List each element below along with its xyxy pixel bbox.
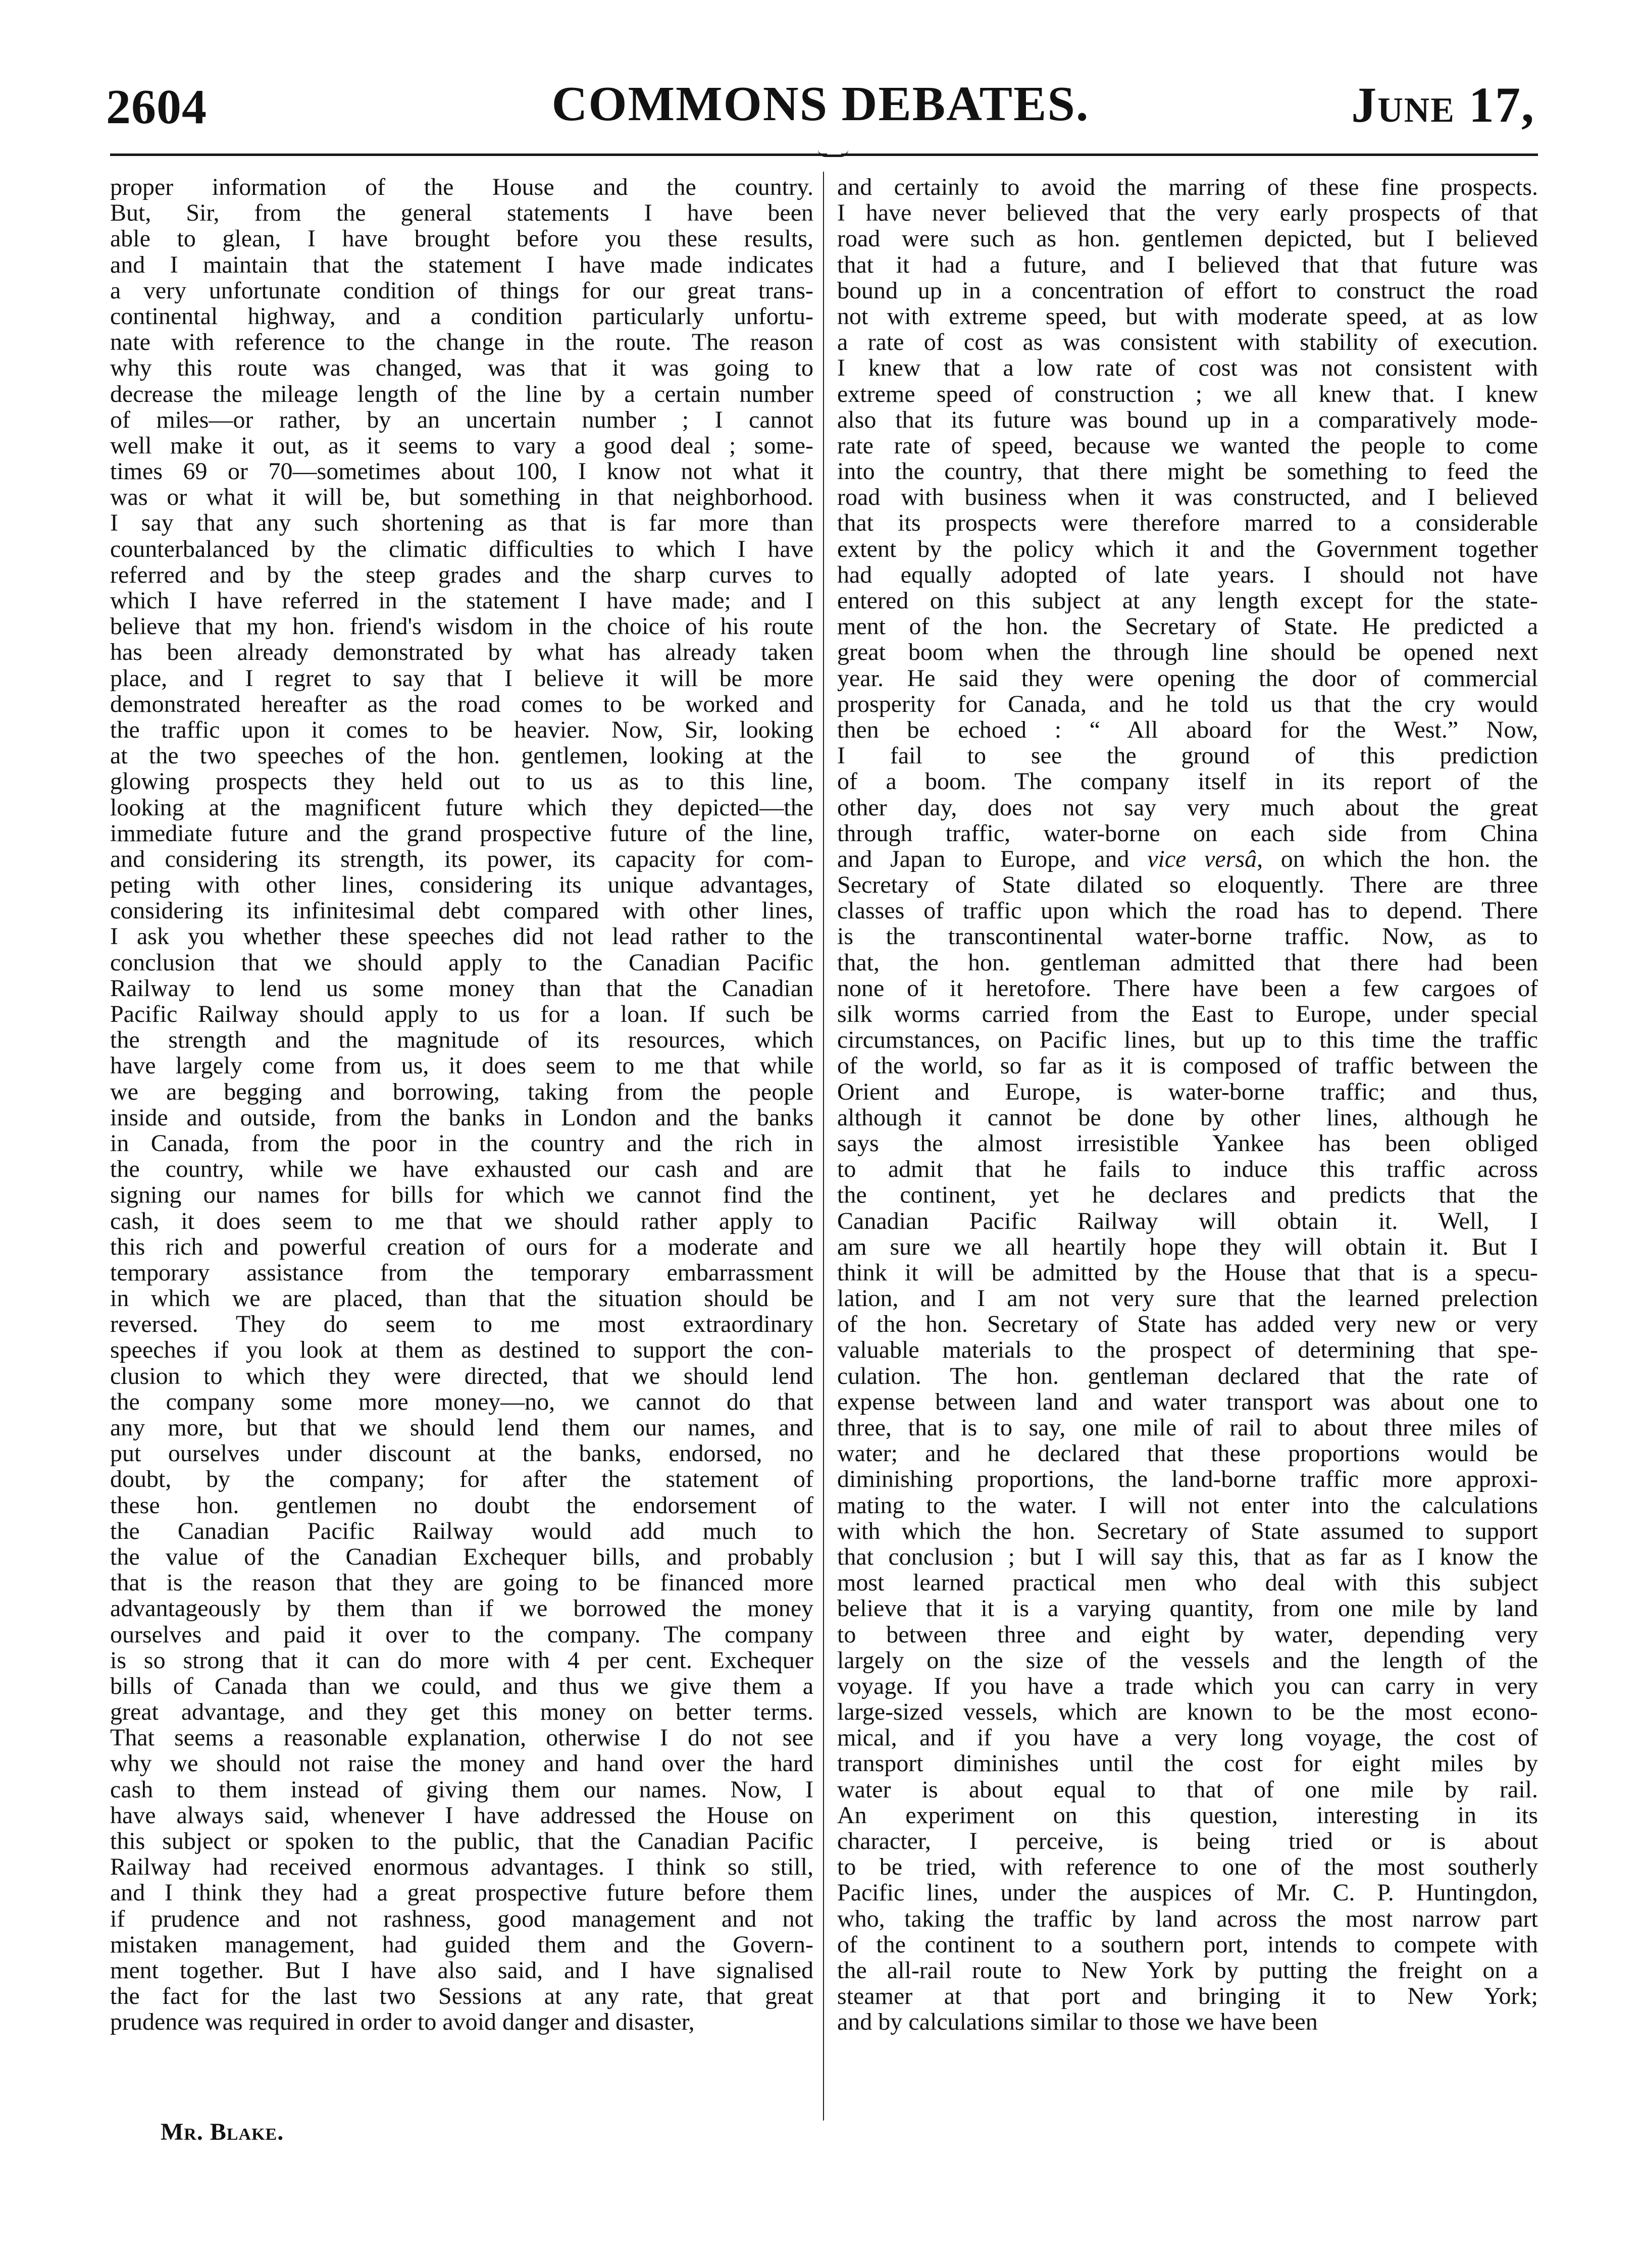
text-line: with which the hon. Secretary of State assumed to support xyxy=(837,1518,1538,1544)
text-line: diminishing proportions, the land-borne traffic more approxi- xyxy=(837,1466,1538,1492)
text-line: referred and by the steep grades and the sharp curves to xyxy=(110,561,813,588)
text-line: in which we are placed, than that the situation should be xyxy=(110,1285,813,1312)
text-line: Orient and Europe, is water-borne traffic; and thus, xyxy=(837,1078,1538,1105)
text-line: was or what it will be, but something in that neighborhood. xyxy=(110,484,813,510)
text-line: think it will be admitted by the House that that is a specu- xyxy=(837,1259,1538,1286)
text-line: Pacific Railway should apply to us for a loan. If such be xyxy=(110,1001,813,1027)
text-line: the continent, yet he declares and predicts that the xyxy=(837,1182,1538,1208)
text-line: of the hon. Secretary of State has added very new or very xyxy=(837,1311,1538,1337)
text-line: inside and outside, from the banks in London and the banks xyxy=(110,1104,813,1130)
text-line: lation, and I am not very sure that the learned prelection xyxy=(837,1285,1538,1312)
text-line: signing our names for bills for which we cannot find the xyxy=(110,1182,813,1208)
text-line: entered on this subject at any length except for the state- xyxy=(837,588,1538,614)
text-line: why we should not raise the money and hand over the hard xyxy=(110,1750,813,1777)
text-line: conclusion that we should apply to the Canadian Pacific xyxy=(110,949,813,975)
text-line: this subject or spoken to the public, that the Canadian Pacific xyxy=(110,1828,813,1854)
text-line: I say that any such shortening as that is far more than xyxy=(110,510,813,536)
text-line: who, taking the traffic by land across the most narrow part xyxy=(837,1905,1538,1932)
text-line: I have never believed that the very early prospects of that xyxy=(837,200,1538,226)
text-line: great boom when the through line should be opened next xyxy=(837,639,1538,665)
text-line: culation. The hon. gentleman declared that the rate of xyxy=(837,1363,1538,1389)
text-line: the traffic upon it comes to be heavier. Now, Sir, looking xyxy=(110,716,813,743)
text-line: Secretary of State dilated so eloquently. There are three xyxy=(837,872,1538,898)
text-line: Canadian Pacific Railway will obtain it. Well, I xyxy=(837,1208,1538,1234)
text-line: year. He said they were opening the door of commercial xyxy=(837,665,1538,691)
text-line: steamer at that port and bringing it to New York; xyxy=(837,1983,1538,2009)
text-line: other day, does not say very much about the great xyxy=(837,794,1538,820)
text-line: this rich and powerful creation of ours for a moderate and xyxy=(110,1233,813,1260)
header-rule-right xyxy=(841,153,1538,156)
text-line: the all-rail route to New York by putting the freight on a xyxy=(837,1957,1538,1984)
text-line: the fact for the last two Sessions at any rate, that great xyxy=(110,1983,813,2009)
text-line: of miles—or rather, by an uncertain number ; I cannot xyxy=(110,406,813,433)
text-line: that, the hon. gentleman admitted that there had been xyxy=(837,949,1538,975)
text-line: clusion to which they were directed, that we should lend xyxy=(110,1363,813,1389)
right-column xyxy=(837,174,1538,2108)
text-line: Pacific lines, under the auspices of Mr. C. P. Huntingdon, xyxy=(837,1880,1538,1906)
text-line: into the country, that there might be something to feed the xyxy=(837,458,1538,485)
text-line: prosperity for Canada, and he told us that the cry would xyxy=(837,691,1538,717)
text-line: rate rate of speed, because we wanted the people to come xyxy=(837,432,1538,459)
text-line: glowing prospects they held out to us as to this line, xyxy=(110,768,813,795)
text-line: most learned practical men who deal with this subject xyxy=(837,1570,1538,1596)
text-line: bills of Canada than we could, and thus we give them a xyxy=(110,1673,813,1699)
text-line: to be tried, with reference to one of the most southerly xyxy=(837,1854,1538,1880)
text-line: proper information of the House and the country. xyxy=(110,174,813,200)
text-line: through traffic, water-borne on each side from China xyxy=(837,820,1538,846)
text-line: is so strong that it can do more with 4 per cent. Exchequer xyxy=(110,1647,813,1673)
text-line: transport diminishes until the cost for eight miles by xyxy=(837,1750,1538,1777)
text-line: and by calculations similar to those we have been xyxy=(837,2009,1318,2035)
text-line: the country, while we have exhausted our cash and are xyxy=(110,1156,813,1182)
text-line: and considering its strength, its power, its capacity for com- xyxy=(110,846,813,872)
text-line: doubt, by the company; for after the statement of xyxy=(110,1466,813,1492)
text-line: I knew that a low rate of cost was not consistent with xyxy=(837,355,1538,381)
text-line: at the two speeches of the hon. gentlemen, looking at the xyxy=(110,743,813,769)
text-line: to between three and eight by water, depending very xyxy=(837,1621,1538,1647)
text-line: voyage. If you have a trade which you can carry in very xyxy=(837,1673,1538,1699)
text-line: had equally adopted of late years. I should not have xyxy=(837,561,1538,588)
text-line: expense between land and water transport was about one to xyxy=(837,1388,1538,1415)
text-line: the strength and the magnitude of its resources, which xyxy=(110,1027,813,1053)
text-line: classes of traffic upon which the road has to depend. There xyxy=(837,898,1538,924)
text-line: then be echoed : “ All aboard for the West.” Now, xyxy=(837,716,1538,743)
issue-date: June 17, xyxy=(1351,77,1535,133)
text-line: extent by the policy which it and the Government together xyxy=(837,536,1538,562)
text-line: the Canadian Pacific Railway would add much to xyxy=(110,1518,813,1544)
header-rule-left xyxy=(110,153,827,156)
text-line: extreme speed of construction ; we all knew that. I knew xyxy=(837,381,1538,407)
text-line: in Canada, from the poor in the country and the rich in xyxy=(110,1130,813,1157)
text-line: largely on the size of the vessels and the length of the xyxy=(837,1647,1538,1673)
text-line: believe that it is a varying quantity, from one mile by land xyxy=(837,1595,1538,1622)
text-line: these hon. gentlemen no doubt the endorsement of xyxy=(110,1492,813,1518)
text-line: not with extreme speed, but with moderate speed, at as low xyxy=(837,303,1538,330)
text-line: and Japan to Europe, and vice versâ, on which the hon. the xyxy=(837,846,1538,872)
text-line: cash, it does seem to me that we should rather apply to xyxy=(110,1208,813,1234)
text-line: and certainly to avoid the marring of these fine prospects. xyxy=(837,174,1538,200)
text-line: mistaken management, had guided them and the Govern- xyxy=(110,1931,813,1957)
italic-phrase: vice versâ xyxy=(1147,846,1257,872)
text-line: peting with other lines, considering its unique advantages, xyxy=(110,872,813,898)
text-line: looking at the magnificent future which they depicted—the xyxy=(110,794,813,820)
text-line: says the almost irresistible Yankee has been obliged xyxy=(837,1130,1538,1157)
text-line: put ourselves under discount at the banks, endorsed, no xyxy=(110,1440,813,1467)
text-line: speeches if you look at them as destined to support the con- xyxy=(110,1337,813,1363)
text-line: reversed. They do seem to me most extraordinary xyxy=(110,1311,813,1337)
text-line: well make it out, as it seems to vary a good deal ; some- xyxy=(110,432,813,459)
text-line: temporary assistance from the temporary embarrassment xyxy=(110,1259,813,1286)
text-line: bound up in a concentration of effort to construct the road xyxy=(837,277,1538,303)
text-line: road with business when it was constructed, and I believed xyxy=(837,484,1538,510)
text-line: nate with reference to the change in the route. The reason xyxy=(110,329,813,355)
text-line: a rate of cost as was consistent with stability of execution. xyxy=(837,329,1538,355)
text-line: mical, and if you have a very long voyage, the cost of xyxy=(837,1725,1538,1751)
text-line: demonstrated hereafter as the road comes to be worked and xyxy=(110,691,813,717)
text-line: we are begging and borrowing, taking from the people xyxy=(110,1078,813,1105)
text-line: silk worms carried from the East to Europe, under special xyxy=(837,1001,1538,1027)
text-line: That seems a reasonable explanation, otherwise I do not see xyxy=(110,1725,813,1751)
page-header xyxy=(106,76,1535,151)
text-line: is the transcontinental water-borne traffic. Now, as to xyxy=(837,923,1538,950)
text-line: valuable materials to the prospect of determining that spe- xyxy=(837,1337,1538,1363)
text-line: An experiment on this question, interesting in its xyxy=(837,1802,1538,1828)
left-column xyxy=(110,174,813,2108)
text-line: road were such as hon. gentlemen depicted, but I believed xyxy=(837,226,1538,252)
text-line: although it cannot be done by other lines, although he xyxy=(837,1104,1538,1130)
text-line: a very unfortunate condition of things for our great trans- xyxy=(110,277,813,303)
text-line: advantageously by them than if we borrowed the money xyxy=(110,1595,813,1622)
text-line: decrease the mileage length of the line by a certain number xyxy=(110,381,813,407)
text-line: of a boom. The company itself in its report of the xyxy=(837,768,1538,795)
text-line: ourselves and paid it over to the company. The company xyxy=(110,1621,813,1647)
column-divider xyxy=(823,172,824,2121)
running-title: COMMONS DEBATES. xyxy=(551,77,1090,131)
text-line: I ask you whether these speeches did not lead rather to the xyxy=(110,923,813,950)
text-line: the value of the Canadian Exchequer bills, and probably xyxy=(110,1543,813,1570)
text-line: none of it heretofore. There have been a few cargoes of xyxy=(837,975,1538,1001)
text-line: cash to them instead of giving them our names. Now, I xyxy=(110,1776,813,1802)
text-line: of the world, so far as it is composed of traffic between the xyxy=(837,1053,1538,1079)
text-line: am sure we all heartily hope they will obtain it. But I xyxy=(837,1233,1538,1260)
text-line: three, that is to say, one mile of rail to about three miles of xyxy=(837,1415,1538,1441)
text-line: if prudence and not rashness, good management and not xyxy=(110,1905,813,1932)
text-line: considering its infinitesimal debt compared with other lines, xyxy=(110,898,813,924)
text-line: ment of the hon. the Secretary of State. He predicted a xyxy=(837,613,1538,640)
text-line: the company some more money—no, we cannot do that xyxy=(110,1388,813,1415)
text-line: ment together. But I have also said, and I have signalised xyxy=(110,1957,813,1984)
text-line: great advantage, and they get this money on better terms. xyxy=(110,1699,813,1725)
text-line: which I have referred in the statement I have made; and I xyxy=(110,588,813,614)
text-line: that is the reason that they are going to be financed more xyxy=(110,1570,813,1596)
text-line: have largely come from us, it does seem to me that while xyxy=(110,1053,813,1079)
text-line: immediate future and the grand prospective future of the line, xyxy=(110,820,813,846)
text-line: circumstances, on Pacific lines, but up to this time the traffic xyxy=(837,1027,1538,1053)
page-number: 2604 xyxy=(106,80,207,134)
text-line: believe that my hon. friend's wisdom in the choice of his route xyxy=(110,613,813,640)
text-line: and I maintain that the statement I have made indicates xyxy=(110,251,813,278)
text-line: large-sized vessels, which are known to be the most econo- xyxy=(837,1699,1538,1725)
text-line: have always said, whenever I have addressed the House on xyxy=(110,1802,813,1828)
text-line: any more, but that we should lend them our names, and xyxy=(110,1415,813,1441)
text-line: counterbalanced by the climatic difficulties to which I have xyxy=(110,536,813,562)
text-line: water is about equal to that of one mile by rail. xyxy=(837,1776,1538,1802)
text-line: why this route was changed, was that it was going to xyxy=(110,355,813,381)
text-line: continental highway, and a condition particularly unfortu- xyxy=(110,303,813,330)
text-line: that its prospects were therefore marred to a considerable xyxy=(837,510,1538,536)
speaker-name: Mr. Blake. xyxy=(161,2119,284,2145)
text-line: I fail to see the ground of this prediction xyxy=(837,743,1538,769)
text-line: has been already demonstrated by what has already taken xyxy=(110,639,813,665)
text-line: prudence was required in order to avoid danger and disaster, xyxy=(110,2009,695,2035)
text-line: But, Sir, from the general statements I have been xyxy=(110,200,813,226)
text-line: Railway to lend us some money than that the Canadian xyxy=(110,975,813,1001)
text-line: of the continent to a southern port, intends to compete with xyxy=(837,1931,1538,1957)
text-line: water; and he declared that these proportions would be xyxy=(837,1440,1538,1467)
text-line: times 69 or 70—sometimes about 100, I know not what it xyxy=(110,458,813,485)
text-line: character, I perceive, is being tried or is about xyxy=(837,1828,1538,1854)
text-line: and I think they had a great prospective future before them xyxy=(110,1880,813,1906)
text-line: able to glean, I have brought before you these results, xyxy=(110,226,813,252)
text-line: to admit that he fails to induce this traffic across xyxy=(837,1156,1538,1182)
text-line: Railway had received enormous advantages. I think so still, xyxy=(110,1854,813,1880)
text-line: that conclusion ; but I will say this, that as far as I know the xyxy=(837,1543,1538,1570)
text-line: also that its future was bound up in a comparatively mode- xyxy=(837,406,1538,433)
text-line: mating to the water. I will not enter into the calculations xyxy=(837,1492,1538,1518)
text-line: place, and I regret to say that I believe it will be more xyxy=(110,665,813,691)
text-line: that it had a future, and I believed that that future was xyxy=(837,251,1538,278)
